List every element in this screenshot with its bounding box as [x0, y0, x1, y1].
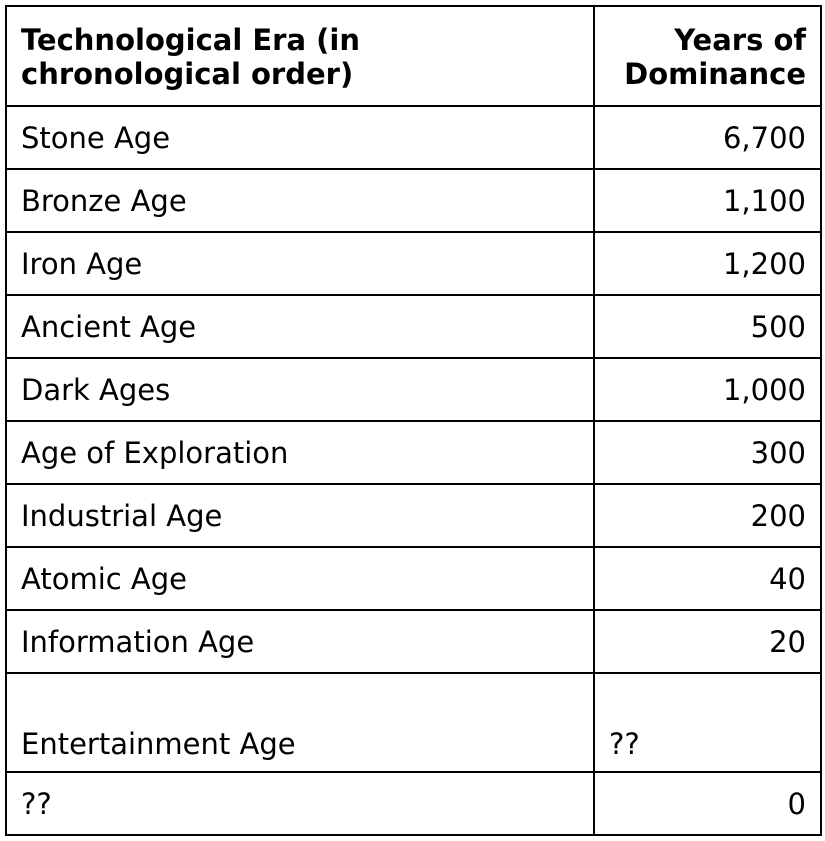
table-row	[6, 232, 821, 295]
table-row	[6, 547, 821, 610]
table-row	[6, 673, 821, 772]
table-row	[6, 295, 821, 358]
years-cell: 300	[594, 421, 821, 484]
years-cell: 500	[594, 295, 821, 358]
era-cell: Industrial Age	[6, 484, 594, 547]
era-cell: Age of Exploration	[6, 421, 594, 484]
era-table	[5, 5, 822, 836]
years-cell: 1,200	[594, 232, 821, 295]
era-cell: Atomic Age	[6, 547, 594, 610]
table-row	[6, 610, 821, 673]
years-cell: 1,000	[594, 358, 821, 421]
era-cell: Stone Age	[6, 106, 594, 169]
table-row	[6, 169, 821, 232]
years-cell: ??	[594, 673, 821, 772]
years-cell: 20	[594, 610, 821, 673]
years-cell: 200	[594, 484, 821, 547]
header-era: Technological Era (in chronological order)	[6, 6, 594, 106]
years-cell: 1,100	[594, 169, 821, 232]
era-cell: ??	[6, 772, 594, 835]
table-row	[6, 421, 821, 484]
table-row	[6, 106, 821, 169]
era-cell: Bronze Age	[6, 169, 594, 232]
years-cell: 40	[594, 547, 821, 610]
era-cell: Ancient Age	[6, 295, 594, 358]
era-cell: Entertainment Age	[6, 673, 594, 772]
era-cell: Information Age	[6, 610, 594, 673]
header-row	[6, 6, 821, 106]
header-years: Years of Dominance	[594, 6, 821, 106]
table-row	[6, 484, 821, 547]
table-row	[6, 358, 821, 421]
era-cell: Iron Age	[6, 232, 594, 295]
years-cell: 6,700	[594, 106, 821, 169]
era-cell: Dark Ages	[6, 358, 594, 421]
years-cell: 0	[594, 772, 821, 835]
table-row	[6, 772, 821, 835]
